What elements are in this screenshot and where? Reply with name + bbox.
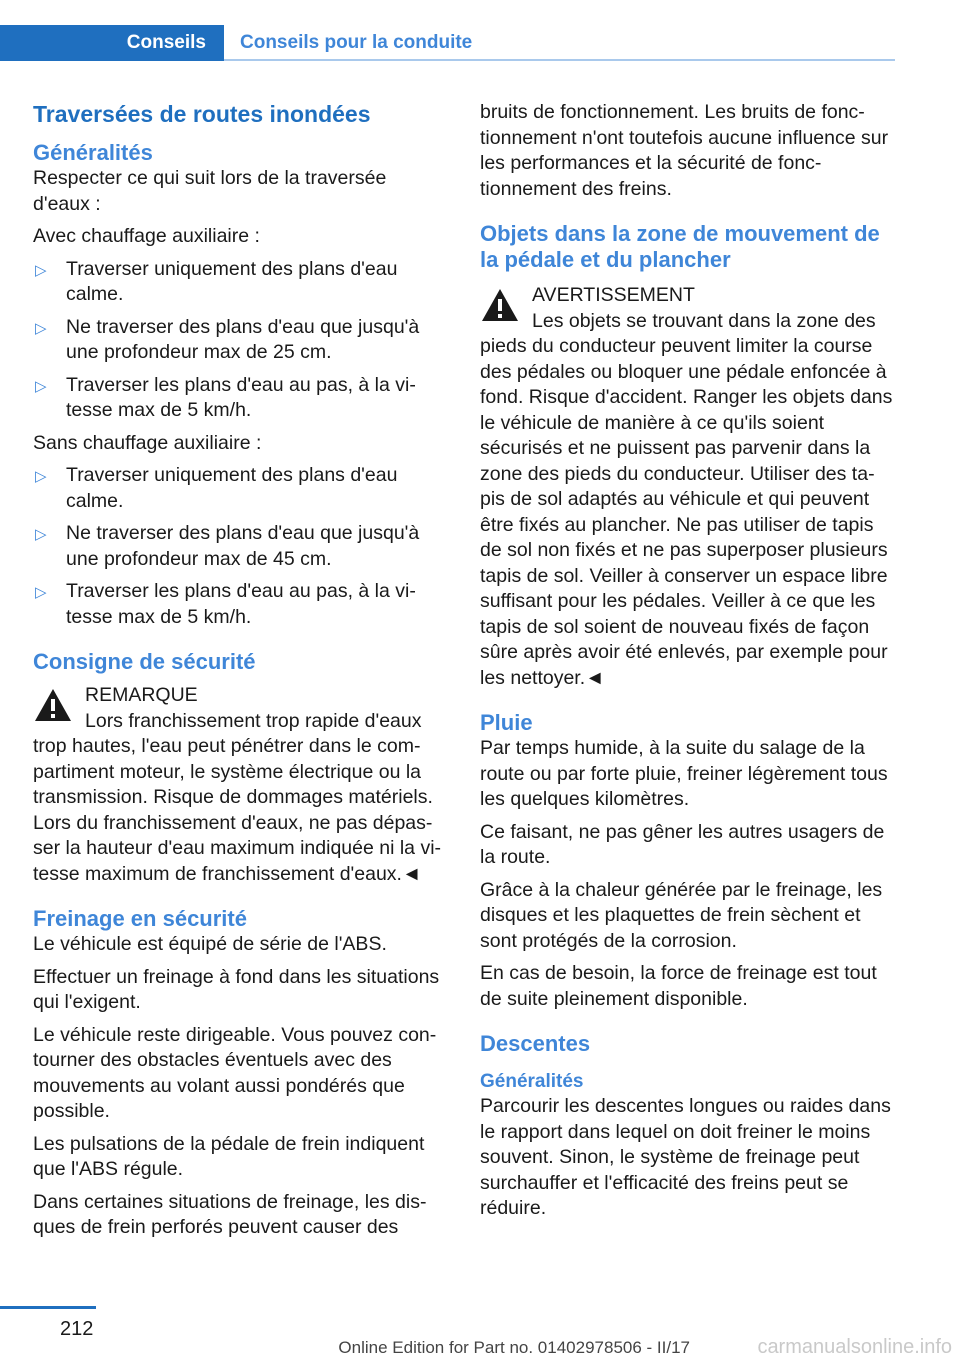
triangle-right-icon: ▷ xyxy=(35,526,47,543)
list-item: ▷ Ne traverser des plans d'eau que jusqu'à une profondeur max de 25 cm. xyxy=(35,315,420,363)
page-number: 212 xyxy=(60,1318,94,1340)
left-column xyxy=(33,100,447,1248)
without-aux-list xyxy=(33,463,447,630)
warning-text: Les objets se trouvant dans la zone des pieds du conducteur peuvent limiter la course des pédales ou bloquer une pédale enfoncée à fond. Risque d'accident. Ranger les objets dans le véhicule de manière à ce qu'ils soient sécurisés et ne puissent pas parvenir dans la zone des pieds du conducteur. Utiliser des ta-pis de sol adaptés au véhicule et qui peuvent être fixés au plancher. Ne pas utiliser de tapis de sol non fixés et ne pas superposer plusieurs tapis de sol. Veiller à conserver un espace libre suffisant pour les pédales. Veiller à ce que les tapis de sol soient de nouveau fixés de façon sûre après avoir été enlevés, par exemple pour les nettoyer.◄ xyxy=(480,309,893,689)
braking-p3: Le véhicule reste dirigeable. Vous pouvez con-tourner des obstacles éventuels avec des mouvements au volant aussi pondérés que possible. xyxy=(33,1023,437,1122)
list-item: ▷ Traverser uniquement des plans d'eau calme. xyxy=(35,257,398,305)
braking-p1: Le véhicule est équipé de série de l'ABS. xyxy=(33,933,387,955)
intro-text: Respecter ce qui suit lors de la traversée d'eaux : xyxy=(33,167,387,215)
list-item: ▷ Traverser les plans d'eau au pas, à la vi-tesse max de 5 km/h. xyxy=(35,580,416,628)
tab-conseils-conduite[interactable]: Conseils pour la conduite xyxy=(240,32,473,53)
list-item: ▷ Ne traverser des plans d'eau que jusqu'à une profondeur max de 45 cm. xyxy=(35,522,420,570)
heading-descents: Descentes xyxy=(480,1031,591,1056)
triangle-right-icon: ▷ xyxy=(35,584,47,601)
triangle-right-icon: ▷ xyxy=(35,261,47,279)
header-tabs xyxy=(0,25,895,61)
triangle-right-icon: ▷ xyxy=(35,377,47,395)
list-item: ▷ Traverser uniquement des plans d'eau calme. xyxy=(35,464,398,512)
continued-text: bruits de fonctionnement. Les bruits de fonc-tionnement n'ont toutefois aucune influence sur les performances et la sécurité de fonc-tionnement des freins. xyxy=(480,101,889,200)
edition-text: Online Edition for Part no. 01402978506 - II/17 xyxy=(338,1338,690,1357)
heading-braking: Freinage en sécurité xyxy=(33,906,247,931)
footer-rule xyxy=(0,1306,96,1309)
heading-generalites: Généralités xyxy=(33,140,153,165)
list-item: ▷ Traverser les plans d'eau au pas, à la vi-tesse max de 5 km/h. xyxy=(35,373,416,421)
heading-rain: Pluie xyxy=(480,710,533,735)
warning-triangle-icon xyxy=(480,287,520,323)
notice-text: Lors franchissement trop rapide d'eaux trop hautes, l'eau peut pénétrer dans le com-partiment moteur, le système électrique ou la transmission. Risque de dommages matériels. Lors du franchissement d'eaux, ne pas dépas-ser la hauteur d'eau maximum indiquée ni la vi-tesse maximum de franchissement d'eaux.◄ xyxy=(33,709,442,885)
tab-conseils[interactable]: Conseils xyxy=(0,25,224,61)
with-aux-list xyxy=(33,257,447,424)
rain-p4: En cas de besoin, la force de freinage est tout de suite pleinement disponible. xyxy=(480,962,877,1010)
triangle-right-icon: ▷ xyxy=(35,319,47,337)
rain-p2: Ce faisant, ne pas gêner les autres usagers de la route. xyxy=(480,820,885,868)
heading-safety: Consigne de sécurité xyxy=(33,649,256,674)
descents-p1: Parcourir les descentes longues ou raides dans le rapport dans lequel on doit freiner le moins souvent. Sinon, le système de freinage peut surchauffer et l'efficacité des freins peut se réduire. xyxy=(480,1095,891,1219)
heading-descents-generalites: Généralités xyxy=(480,1071,584,1092)
right-column xyxy=(480,100,895,1229)
without-aux-label: Sans chauffage auxiliaire : xyxy=(33,431,262,454)
braking-p2: Effectuer un freinage à fond dans les situations qui l'exigent. xyxy=(33,965,440,1013)
warning-title: AVERTISSEMENT xyxy=(532,284,695,306)
braking-p5: Dans certaines situations de freinage, les dis-ques de frein perforés peuvent causer des xyxy=(33,1190,427,1238)
rain-p3: Grâce à la chaleur générée par le freinage, les disques et les plaquettes de frein sèchent et sont protégés de la corrosion. xyxy=(480,878,883,952)
triangle-right-icon: ▷ xyxy=(35,468,47,485)
tab-divider xyxy=(224,59,895,61)
watermark: carmanualsonline.info xyxy=(757,1336,952,1358)
heading-objects-pedal: Objets dans la zone de mouvement de la pédale et du plancher xyxy=(480,221,880,272)
braking-p4: Les pulsations de la pédale de frein indiquent que l'ABS régule. xyxy=(33,1132,425,1180)
notice-box xyxy=(33,683,447,887)
rain-p1: Par temps humide, à la suite du salage de la route ou par forte pluie, freiner légèrement tous les quelques kilomètres. xyxy=(480,737,888,810)
with-aux-label: Avec chauffage auxiliaire : xyxy=(33,225,260,247)
notice-title: REMARQUE xyxy=(85,684,198,706)
warning-triangle-icon xyxy=(33,687,73,723)
section-title-flooded-roads: Traversées de routes inondées xyxy=(33,101,371,127)
warning-box xyxy=(480,283,895,691)
